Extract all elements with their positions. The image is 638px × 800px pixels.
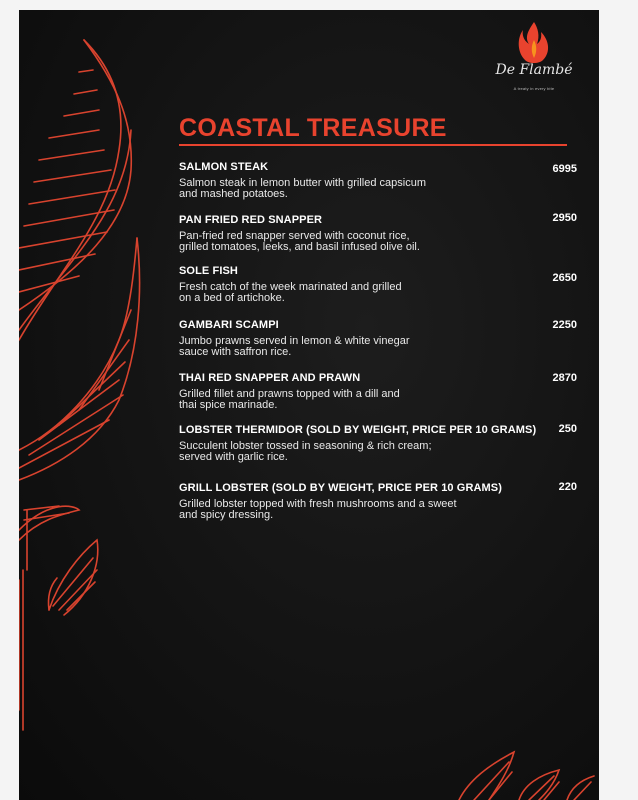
item-description: Jumbo prawns served in lemon & white vinegar sauce with saffron rice. (179, 335, 410, 358)
logo-tagline: A treaty in every bite (513, 86, 555, 91)
item-price: 6995 (552, 163, 577, 175)
item-description: Fresh catch of the week marinated and grilled on a bed of artichoke. (179, 281, 402, 304)
menu-page (19, 10, 599, 800)
item-description: Pan-fried red snapper served with coconut rice, grilled tomatoes, leeks, and basil infused olive oil. (179, 230, 420, 253)
brand-logo (489, 18, 579, 98)
item-price: 2650 (552, 272, 577, 284)
item-name: SALMON STEAK (179, 161, 269, 173)
item-description: Succulent lobster tossed in seasoning & rich cream; served with garlic rice. (179, 440, 432, 463)
item-name: GAMBARI SCAMPI (179, 319, 279, 331)
item-description: Grilled lobster topped with fresh mushrooms and a sweet and spicy dressing. (179, 498, 457, 521)
item-name: THAI RED SNAPPER AND PRAWN (179, 372, 361, 384)
title-divider (179, 144, 567, 146)
item-name: PAN FRIED RED SNAPPER (179, 214, 323, 226)
item-price: 250 (558, 423, 577, 435)
item-name: LOBSTER THERMIDOR (SOLD BY WEIGHT, PRICE PER 10 GRAMS) (179, 424, 537, 436)
item-price: 220 (558, 481, 577, 493)
flame-icon (489, 18, 579, 68)
item-price: 2950 (552, 212, 577, 224)
section-title: COASTAL TREASURE (179, 114, 447, 142)
item-description: Grilled fillet and prawns topped with a dill and thai spice marinade. (179, 388, 400, 411)
item-name: SOLE FISH (179, 265, 238, 277)
item-price: 2250 (552, 319, 577, 331)
item-name: GRILL LOBSTER (SOLD BY WEIGHT, PRICE PER 10 GRAMS) (179, 482, 503, 494)
item-description: Salmon steak in lemon butter with grilled capsicum and mashed potatoes. (179, 177, 427, 200)
logo-wordmark: De Flambé (495, 62, 573, 78)
item-price: 2870 (552, 372, 577, 384)
